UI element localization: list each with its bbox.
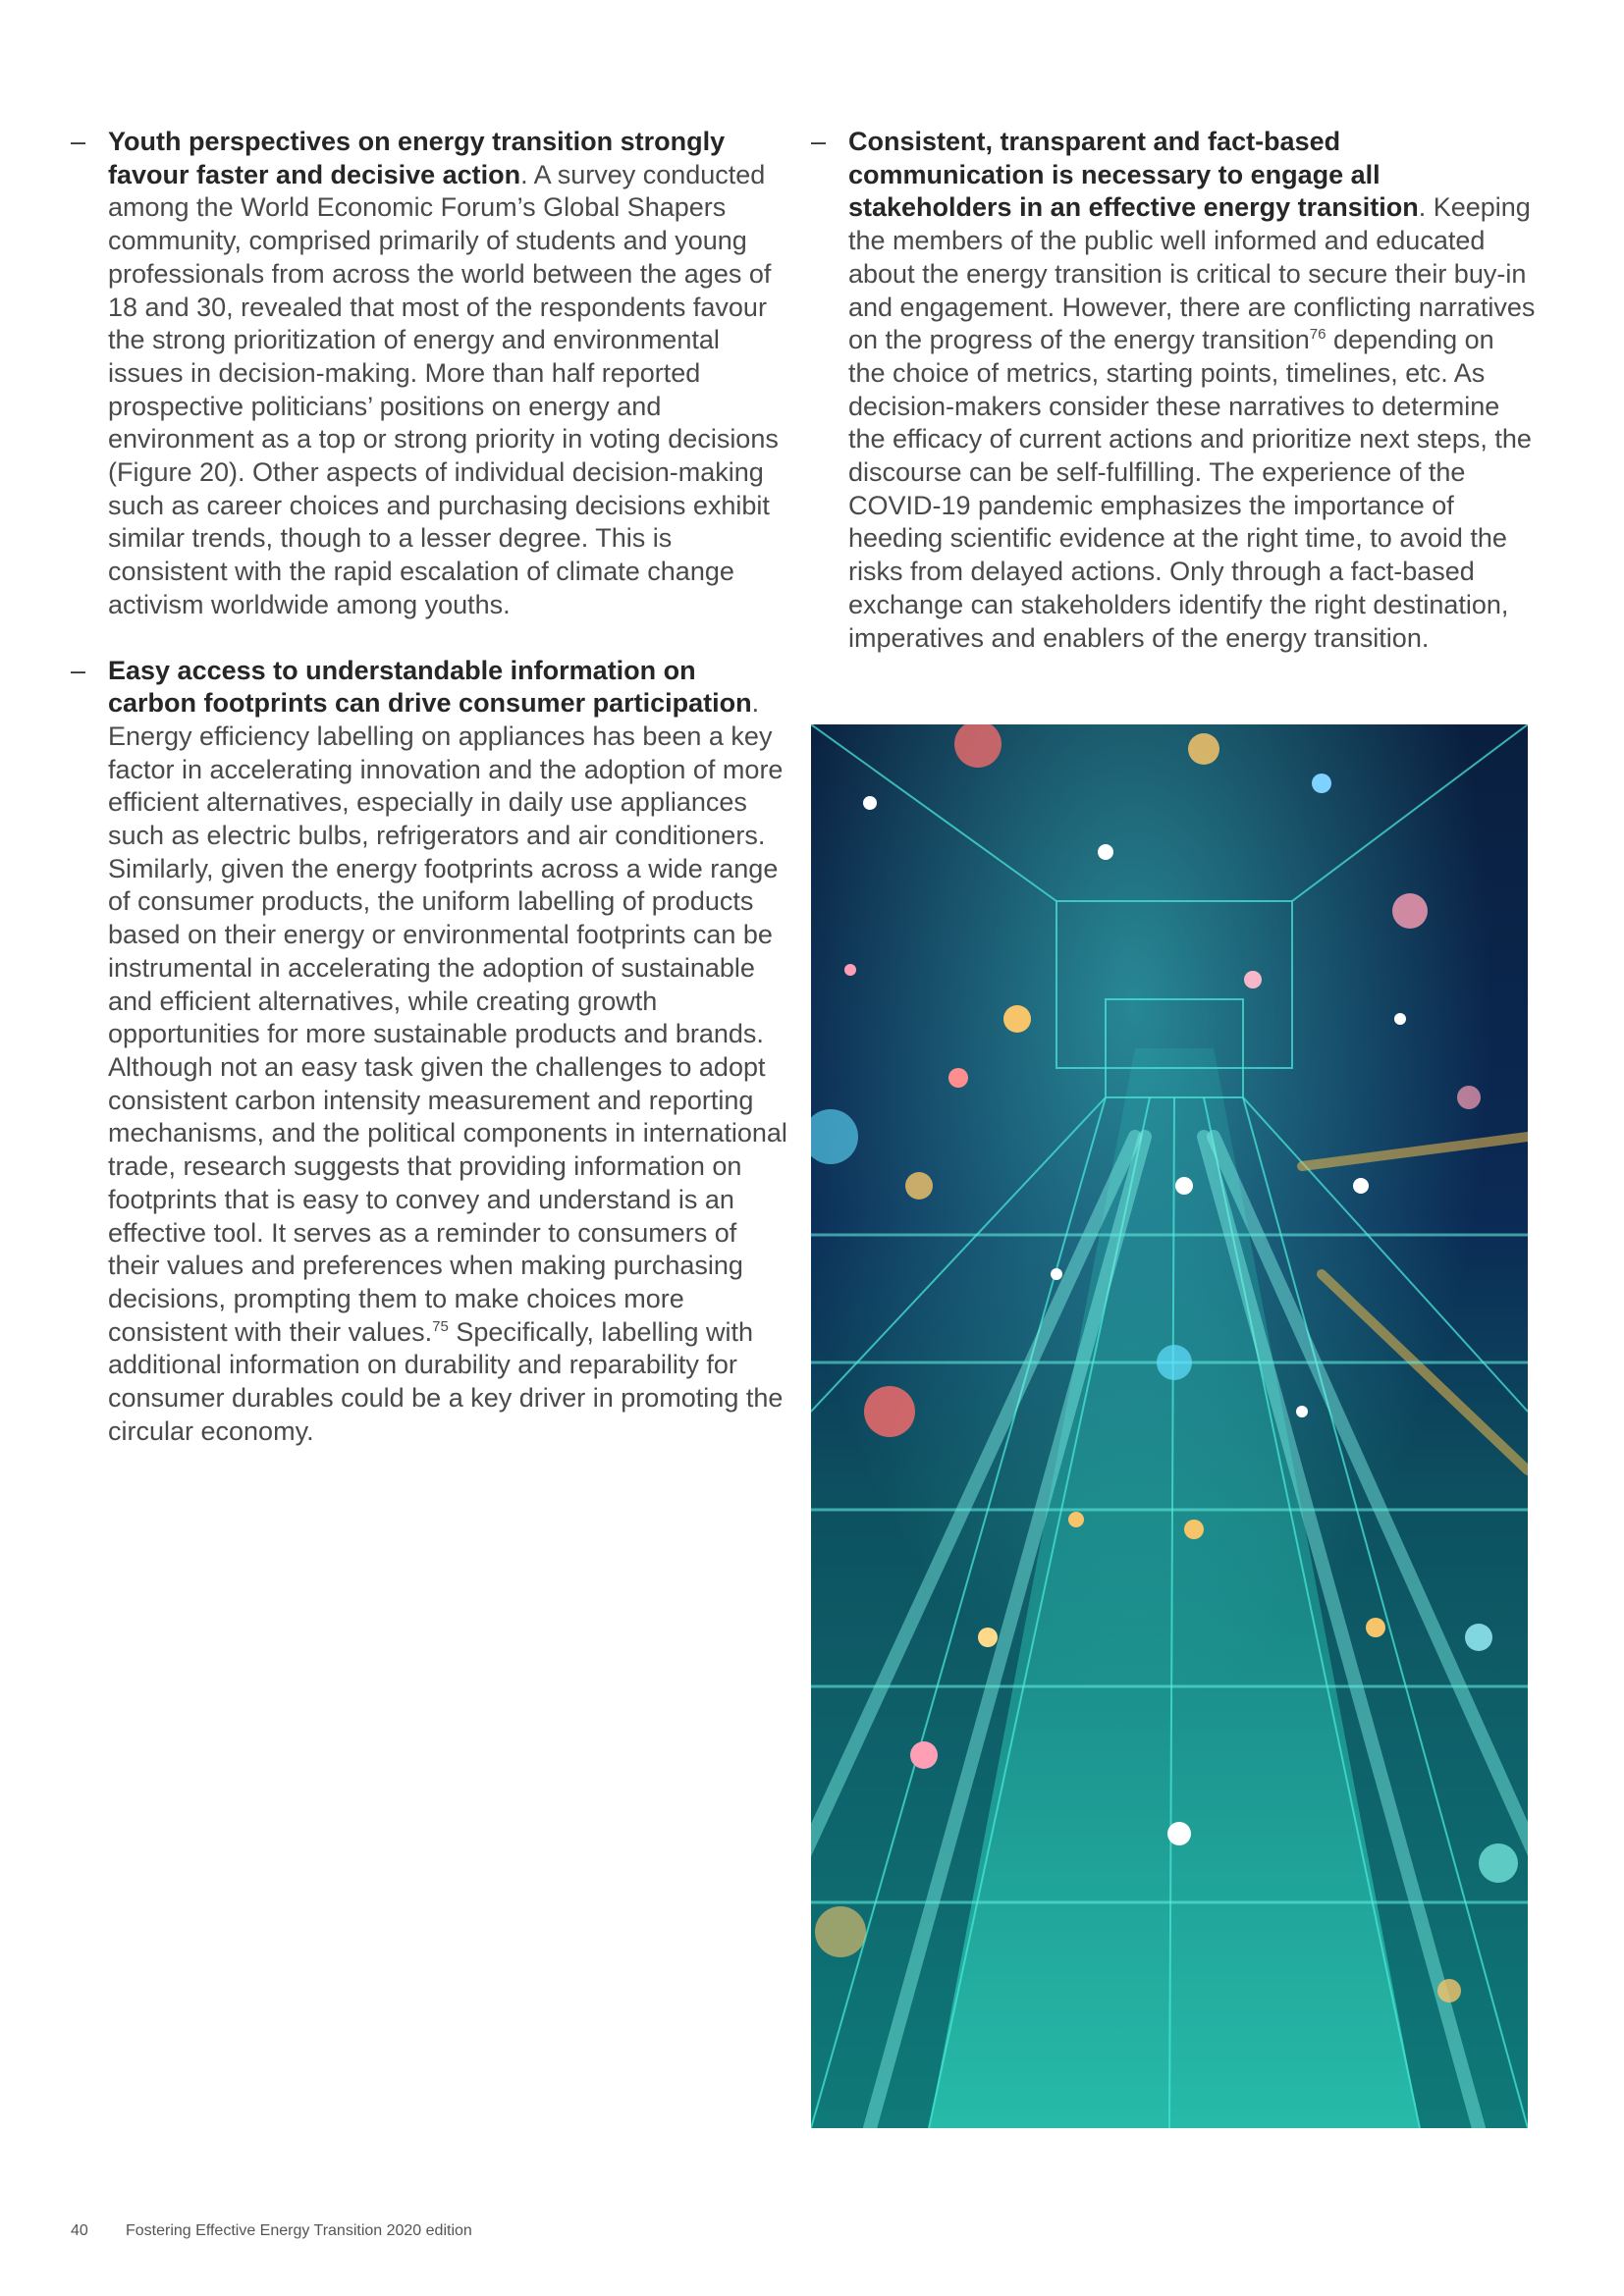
bullet-lead: Youth perspectives on energy transition strongly favour faster and decisive action [108,127,726,189]
publication-title: Fostering Effective Energy Transition 2020 edition [126,2222,472,2239]
bullet-dash: – [71,127,86,156]
footnote-ref-75[interactable]: 75 [432,1317,449,1335]
bullet-body-continued: Specifically, labelling with additional information on durability and reparability for consumer durables could be a key driver in promoting the circular economy. [108,1316,784,1446]
footnote-ref-76[interactable]: 76 [1309,326,1326,344]
bullet-youth-perspectives [71,126,787,622]
bullet-body: . Keeping the members of the public well informed and educated about the energy transition is critical to secure their buy-in and engagement. However, there are conflicting narratives on the progress of the energy transition [848,192,1536,355]
bullet-communication [811,126,1538,655]
right-column [811,126,1538,687]
bullet-lead: Consistent, transparent and fact-based communication is necessary to engage all stakeholders in an effective energy transition [848,127,1419,223]
bullet-body: . Energy efficiency labelling on appliances has been a key factor in accelerating innovation and the adoption of more efficient alternatives, especially in daily use appliances such as electric bulbs, refrigerators and air conditioners. Similarly, given the energy footprints across a wide range of consumer products, the uniform labelling of products based on their energy or environmental footprints can be instrumental in accelerating the adoption of sustainable and efficient alternatives, while creating growth opportunities for more sustainable products and brands. Although not an easy task given the challenges to adopt consistent carbon intensity measurement and reporting mechanisms, and the political components in international trade, research suggests that providing information on footprints that is easy to convey and understand is an effective tool. It serves as a reminder to consumers of their values and preferences when making purchasing decisions, prompting them to make choices more consistent with their values. [108,688,787,1347]
bullet-body-continued: depending on the choice of metrics, starting points, timelines, etc. As decision-makers consider these narratives to determine the efficacy of current actions and prioritize next steps, the discourse can be self-fulfilling. The experience of the COVID-19 pandemic emphasizes the importance of heeding scientific evidence at the right time, to avoid the risks from delayed actions. Only through a fact-based exchange can stakeholders identify the right destination, imperatives and enablers of the energy transition. [848,325,1532,653]
page-footer [71,2222,472,2240]
bullet-body: . A survey conducted among the World Economic Forum’s Global Shapers community, comprised primarily of students and young professionals from across the world between the ages of 18 and 30, revealed that most of the respondents favour the strong prioritization of energy and environmental issues in decision-making. More than half reported prospective politicians’ positions on energy and environment as a top or strong priority in voting decisions (Figure 20). Other aspects of individual decision-making such as career choices and purchasing decisions exhibit similar trends, though to a lesser degree. This is consistent with the rapid escalation of climate change activism worldwide among youths. [108,159,779,619]
left-column [71,126,787,1480]
bullet-dash: – [811,127,827,156]
bullet-dash: – [71,655,86,685]
page-number: 40 [71,2222,88,2239]
bullet-lead: Easy access to understandable information on carbon footprints can drive consumer participation [108,655,752,719]
bullet-carbon-footprints [71,655,787,1449]
energy-grid-illustration [811,724,1528,2128]
